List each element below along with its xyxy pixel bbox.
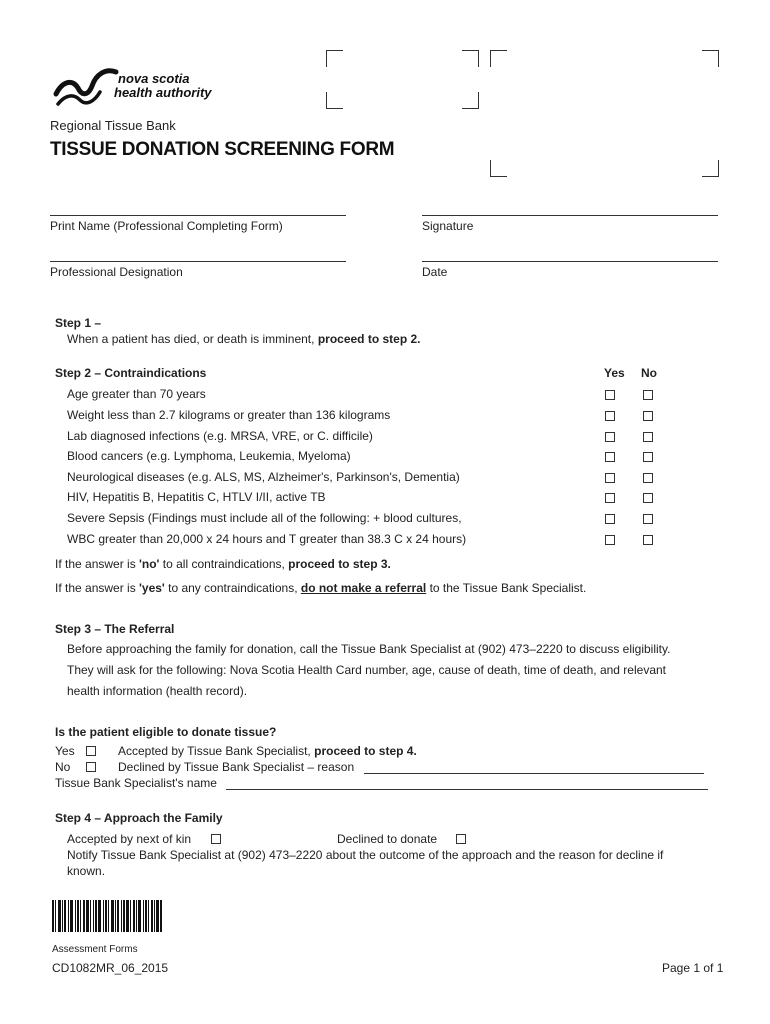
logo-line2: health authority: [114, 85, 212, 100]
accepted-checkbox[interactable]: [211, 834, 221, 844]
step1-text: [67, 332, 421, 347]
eligible-yes-checkbox[interactable]: [86, 746, 96, 756]
step3-heading: Step 3 – The Referral: [55, 622, 175, 636]
print-name-label: Print Name (Professional Completing Form): [50, 219, 283, 233]
designation-label: Professional Designation: [50, 265, 183, 279]
yes-checkbox[interactable]: [605, 514, 615, 524]
yes-checkbox[interactable]: [605, 432, 615, 442]
decline-reason-line[interactable]: [364, 773, 704, 774]
contraindication-item: Lab diagnosed infections (e.g. MRSA, VRE, or C. difficile): [67, 429, 373, 443]
rule-action: do not make a referral: [300, 581, 427, 595]
no-column-header: No: [641, 366, 657, 380]
date-line[interactable]: [422, 261, 718, 262]
eligible-no-checkbox[interactable]: [86, 762, 96, 772]
yes-checkbox[interactable]: [605, 411, 615, 421]
eligibility-question: Is the patient eligible to donate tissue?: [55, 725, 277, 739]
designation-line[interactable]: [50, 261, 346, 262]
no-checkbox[interactable]: [643, 535, 653, 545]
no-checkbox[interactable]: [643, 493, 653, 503]
signature-label: Signature: [422, 219, 474, 233]
crop-mark-icon: [462, 50, 479, 67]
contraindication-item: Severe Sepsis (Findings must include all of the following: + blood cultures,: [67, 511, 462, 525]
rule-text: If the answer is: [55, 581, 140, 595]
no-checkbox[interactable]: [643, 411, 653, 421]
yes-column-header: Yes: [604, 366, 625, 380]
eligible-yes-text: [118, 744, 417, 759]
declined-label: Declined to donate: [337, 832, 438, 846]
accepted-label: Accepted by next of kin: [67, 832, 192, 846]
decline-reason-label: Declined by Tissue Bank Specialist – reason: [118, 760, 355, 774]
yes-checkbox[interactable]: [605, 390, 615, 400]
specialist-name-line[interactable]: [226, 789, 708, 790]
signature-line[interactable]: [422, 215, 718, 216]
nsha-wave-logo-icon: [52, 64, 122, 110]
step3-text: They will ask for the following: Nova Scotia Health Card number, age, cause of death, time of death, and relevant: [67, 663, 666, 677]
no-checkbox[interactable]: [643, 390, 653, 400]
yes-rule-text: [55, 581, 586, 596]
eligible-yes-action: proceed to step 4.: [314, 744, 417, 758]
specialist-name-label: Tissue Bank Specialist's name: [55, 776, 217, 790]
eligible-yes-label: Yes: [55, 744, 75, 758]
no-checkbox[interactable]: [643, 514, 653, 524]
no-rule-text: [55, 557, 391, 572]
logo-line1: nova scotia: [118, 71, 190, 86]
form-code: CD1082MR_06_2015: [52, 961, 169, 975]
rule-action: proceed to step 3.: [288, 557, 391, 571]
yes-checkbox[interactable]: [605, 493, 615, 503]
footer-category: Assessment Forms: [52, 944, 138, 955]
date-label: Date: [422, 265, 448, 279]
crop-mark-icon: [702, 160, 719, 177]
step3-text: health information (health record).: [67, 684, 248, 698]
notify-text: known.: [67, 864, 106, 878]
crop-mark-icon: [326, 50, 343, 67]
crop-mark-icon: [702, 50, 719, 67]
crop-mark-icon: [462, 92, 479, 109]
step2-heading: Step 2 – Contraindications: [55, 366, 207, 380]
contraindication-item: WBC greater than 20,000 x 24 hours and T greater than 38.3 C x 24 hours): [67, 532, 467, 546]
step1-text-plain: When a patient has died, or death is imminent,: [67, 332, 318, 346]
crop-mark-icon: [326, 92, 343, 109]
rule-text: to all contraindications,: [159, 557, 289, 571]
contraindication-item: Age greater than 70 years: [67, 387, 206, 401]
crop-mark-icon: [490, 50, 507, 67]
contraindication-item: Blood cancers (e.g. Lymphoma, Leukemia, Myeloma): [67, 449, 351, 463]
contraindication-item: Weight less than 2.7 kilograms or greater than 136 kilograms: [67, 408, 391, 422]
yes-checkbox[interactable]: [605, 473, 615, 483]
no-checkbox[interactable]: [643, 432, 653, 442]
rule-answer: 'yes': [139, 581, 165, 595]
eligible-yes-plain: Accepted by Tissue Bank Specialist,: [118, 744, 315, 758]
eligible-no-label: No: [55, 760, 71, 774]
rule-answer: 'no': [139, 557, 160, 571]
yes-checkbox[interactable]: [605, 452, 615, 462]
no-checkbox[interactable]: [643, 473, 653, 483]
rule-text: If the answer is: [55, 557, 140, 571]
step1-text-bold: proceed to step 2.: [317, 332, 421, 346]
contraindication-item: Neurological diseases (e.g. ALS, MS, Alzheimer's, Parkinson's, Dementia): [67, 470, 460, 484]
crop-mark-icon: [490, 160, 507, 177]
form-subtitle: Regional Tissue Bank: [50, 118, 176, 133]
declined-checkbox[interactable]: [456, 834, 466, 844]
print-name-line[interactable]: [50, 215, 346, 216]
no-checkbox[interactable]: [643, 452, 653, 462]
form-title: TISSUE DONATION SCREENING FORM: [50, 139, 395, 160]
rule-text: to the Tissue Bank Specialist.: [426, 581, 587, 595]
logo: [52, 64, 222, 114]
contraindication-item: HIV, Hepatitis B, Hepatitis C, HTLV I/II, active TB: [67, 490, 326, 504]
rule-text: to any contraindications,: [164, 581, 301, 595]
notify-text: Notify Tissue Bank Specialist at (902) 473–2220 about the outcome of the approach and the reason for decline if: [67, 848, 664, 862]
yes-checkbox[interactable]: [605, 535, 615, 545]
step1-heading: Step 1 –: [55, 316, 102, 330]
step4-heading: Step 4 – Approach the Family: [55, 811, 223, 825]
step3-text: Before approaching the family for donation, call the Tissue Bank Specialist at (902) 473–2220 to discuss eligibility.: [67, 642, 671, 656]
barcode-icon: [52, 900, 200, 932]
page-number: Page 1 of 1: [662, 961, 724, 975]
